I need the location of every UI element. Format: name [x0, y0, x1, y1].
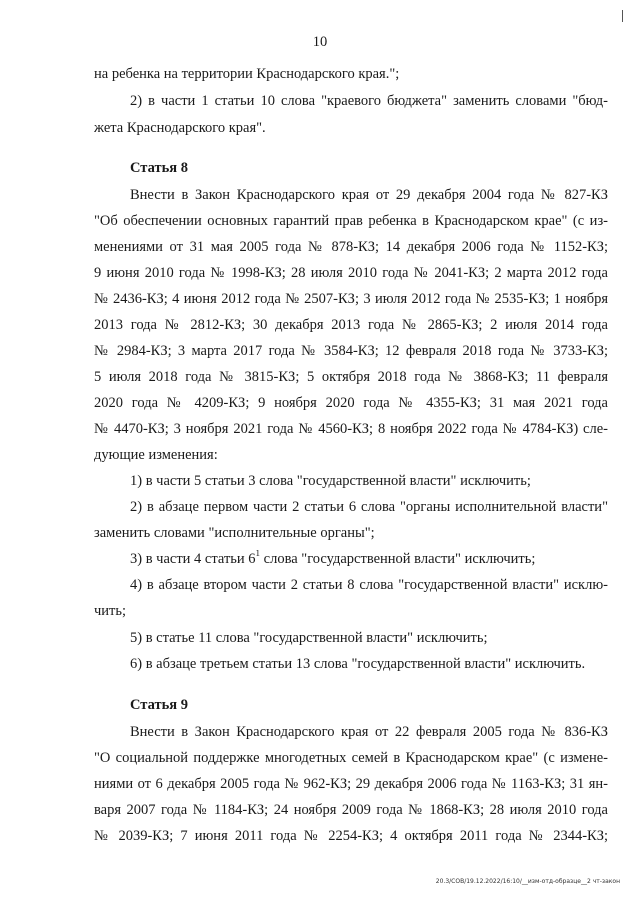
- text-line: № 2039-КЗ; 7 июня 2011 года № 2254-КЗ; 4 октября 2011 года № 2344-КЗ;: [94, 828, 608, 844]
- text-line: 5 июля 2018 года № 3815-КЗ; 5 октября 2018 года № 3868-КЗ; 11 февраля: [94, 369, 608, 385]
- text-line: Внести в Закон Краснодарского края от 22 февраля 2005 года № 836-КЗ: [130, 724, 608, 740]
- list-item: 6) в абзаце третьем статьи 13 слова "государственной власти" исключить.: [130, 656, 586, 672]
- text-line: № 2984-КЗ; 3 марта 2017 года № 3584-КЗ; 12 февраля 2018 года № 3733-КЗ;: [94, 343, 608, 359]
- list-item: 5) в статье 11 слова "государственной власти" исключить;: [130, 630, 488, 646]
- text-line: на ребенка на территории Краснодарского края.";: [94, 66, 400, 82]
- text-fragment: слова "государственной власти" исключить;: [260, 551, 536, 567]
- text-line: чить;: [94, 603, 127, 619]
- text-line: "Об обеспечении основных гарантий прав ребенка в Краснодарском крае" (с из-: [94, 213, 608, 229]
- text-line: Внести в Закон Краснодарского края от 29 декабря 2004 года № 827-КЗ: [130, 187, 608, 203]
- page-number: 10: [312, 34, 328, 50]
- list-item: 2) в абзаце первом части 2 статьи 6 слова "органы исполнительной власти": [130, 499, 608, 515]
- list-item: [130, 550, 608, 568]
- text-line: заменить словами "исполнительные органы";: [94, 525, 375, 541]
- text-line: 2) в части 1 статьи 10 слова "краевого бюджета" заменить словами "бюд-: [130, 93, 608, 109]
- text-line: дующие изменения:: [94, 447, 218, 463]
- text-line: "О социальной поддержке многодетных семей в Краснодарском крае" (с измене-: [94, 750, 608, 766]
- text-line: № 2436-КЗ; 4 июня 2012 года № 2507-КЗ; 3 июля 2012 года № 2535-КЗ; 1 ноября: [94, 291, 608, 307]
- text-line: 2020 года № 4209-КЗ; 9 ноября 2020 года № 4355-КЗ; 31 мая 2021 года: [94, 395, 608, 411]
- text-line: 9 июня 2010 года № 1998-КЗ; 28 июля 2010 года № 2041-КЗ; 2 марта 2012 года: [94, 265, 608, 281]
- text-line: менениями от 31 мая 2005 года № 878-КЗ; 14 декабря 2006 года № 1152-КЗ;: [94, 239, 608, 255]
- text-line: 2013 года № 2812-КЗ; 30 декабря 2013 года № 2865-КЗ; 2 июля 2014 года: [94, 317, 608, 333]
- text-fragment: 3) в части 4 статьи 6: [130, 551, 256, 567]
- footer-stamp: 20.3/СОВ/19.12.2022/16:10/__изм-отд-образце__2 чт-закон: [435, 878, 620, 885]
- text-line: варя 2007 года № 1184-КЗ; 24 ноября 2009 года № 1868-КЗ; 28 июля 2010 года: [94, 802, 608, 818]
- text-line: № 4470-КЗ; 3 ноября 2021 года № 4560-КЗ; 8 ноября 2022 года № 4784-КЗ) сле-: [94, 421, 608, 437]
- scan-edge-mark: [622, 10, 623, 22]
- text-line: ниями от 6 декабря 2005 года № 962-КЗ; 29 декабря 2006 года № 1163-КЗ; 31 ян-: [94, 776, 608, 792]
- list-item: 4) в абзаце втором части 2 статьи 8 слова "государственной власти" исклю-: [130, 577, 608, 593]
- text-line: жета Краснодарского края".: [94, 120, 266, 136]
- article-9-heading: Статья 9: [130, 697, 188, 713]
- article-8-heading: Статья 8: [130, 160, 188, 176]
- list-item: 1) в части 5 статьи 3 слова "государственной власти" исключить;: [130, 473, 531, 489]
- superscript: 1: [255, 550, 261, 559]
